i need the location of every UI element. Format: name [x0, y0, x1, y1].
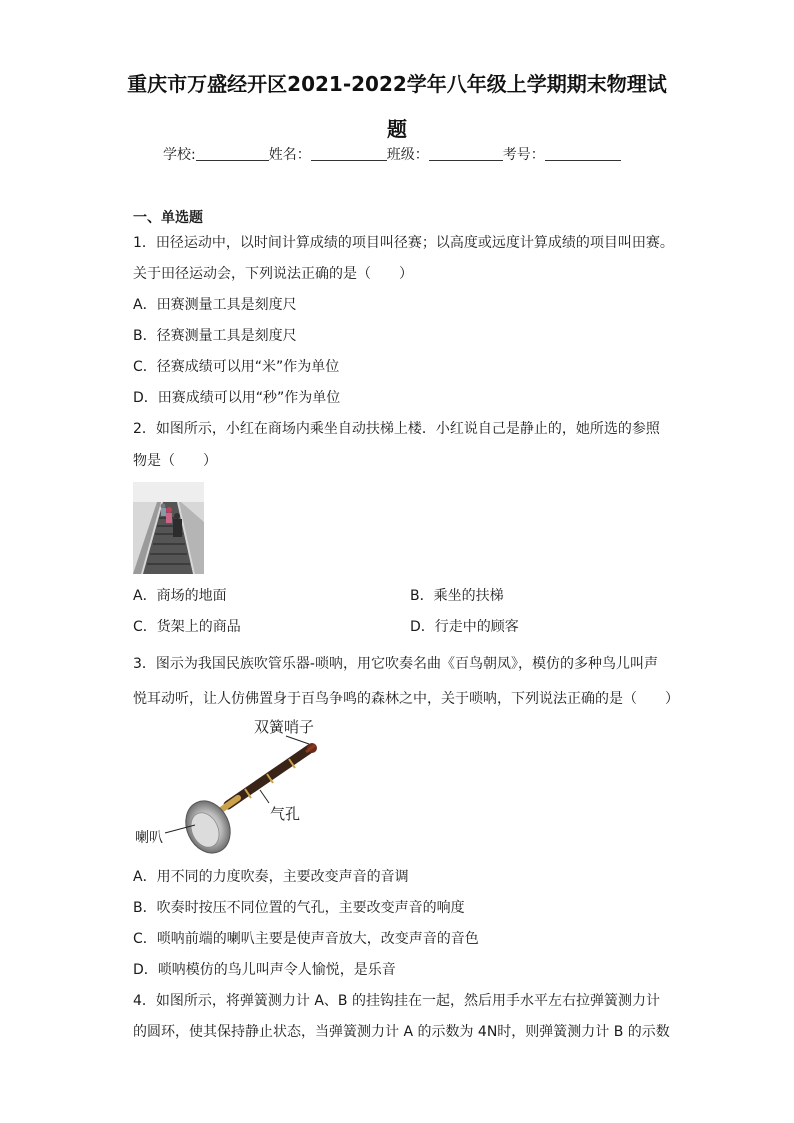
- q3-stem-line2: 悦耳动听，让人仿佛置身于百鸟争鸣的森林之中，关于唢呐，下列说法正确的是（ ）: [133, 691, 679, 707]
- class-label: 班级：: [386, 147, 429, 163]
- q2-option-d[interactable]: D．行走中的顾客: [410, 619, 519, 635]
- q3-option-d[interactable]: D．唢呐模仿的鸟儿叫声令人愉悦，是乐音: [133, 962, 396, 978]
- q1-stem-line2: 关于田径运动会，下列说法正确的是（ ）: [133, 266, 413, 282]
- escalator-photo: [133, 482, 204, 574]
- q3-stem-line1: 3．图示为我国民族吹管乐器-唢呐，用它吹奏名曲《百鸟朝凤》，模仿的多种鸟儿叫声: [133, 656, 658, 672]
- q1-stem-line1: 1．田径运动中，以时间计算成绩的项目叫径赛；以高度或远度计算成绩的项目叫田赛。: [133, 235, 674, 251]
- q3-option-c[interactable]: C．唢呐前端的喇叭主要是使声音放大，改变声音的音色: [133, 931, 479, 947]
- q4-stem-line1: 4．如图所示，将弹簧测力计 A、B 的挂钩挂在一起，然后用手水平左右拉弹簧测力计: [133, 993, 660, 1009]
- school-blank[interactable]: [196, 146, 269, 161]
- q1-option-c[interactable]: C．径赛成绩可以用“米”作为单位: [133, 359, 340, 375]
- q1-option-b[interactable]: B．径赛测量工具是刻度尺: [133, 328, 297, 344]
- class-blank[interactable]: [429, 146, 503, 161]
- name-label: 姓名：: [268, 147, 311, 163]
- q2-stem-line1: 2．如图所示，小红在商场内乘坐自动扶梯上楼．小红说自己是静止的，她所选的参照: [133, 421, 660, 437]
- suona-diagram: [133, 715, 343, 860]
- q3-option-a[interactable]: A．用不同的力度吹奏，主要改变声音的音调: [133, 869, 409, 885]
- student-info-row: [163, 144, 621, 164]
- reed-label: 双簧哨子: [254, 718, 315, 736]
- school-label: 学校:: [163, 147, 196, 163]
- air-hole-label: 气孔: [270, 805, 301, 823]
- q2-option-b[interactable]: B．乘坐的扶梯: [410, 588, 504, 604]
- q2-option-c[interactable]: C．货架上的商品: [133, 619, 241, 635]
- section-heading: 一、单选题: [133, 210, 203, 226]
- q4-stem-line2: 的圆环，使其保持静止状态，当弹簧测力计 A 的示数为 4N时，则弹簧测力计 B 的示数: [133, 1024, 670, 1040]
- q2-stem-line2: 物是（ ）: [133, 453, 217, 469]
- name-blank[interactable]: [311, 146, 387, 161]
- q3-option-b[interactable]: B．吹奏时按压不同位置的气孔，主要改变声音的响度: [133, 900, 465, 916]
- q1-option-d[interactable]: D．田赛成绩可以用“秒”作为单位: [133, 390, 341, 406]
- q2-option-a[interactable]: A．商场的地面: [133, 588, 227, 604]
- q1-option-a[interactable]: A．田赛测量工具是刻度尺: [133, 297, 297, 313]
- number-label: 考号：: [502, 147, 545, 163]
- exam-title-line1: 重庆市万盛经开区2021-2022学年八年级上学期期末物理试: [127, 72, 667, 96]
- bell-label: 喇叭: [135, 830, 163, 846]
- exam-title-line2: 题: [387, 117, 407, 141]
- number-blank[interactable]: [545, 146, 621, 161]
